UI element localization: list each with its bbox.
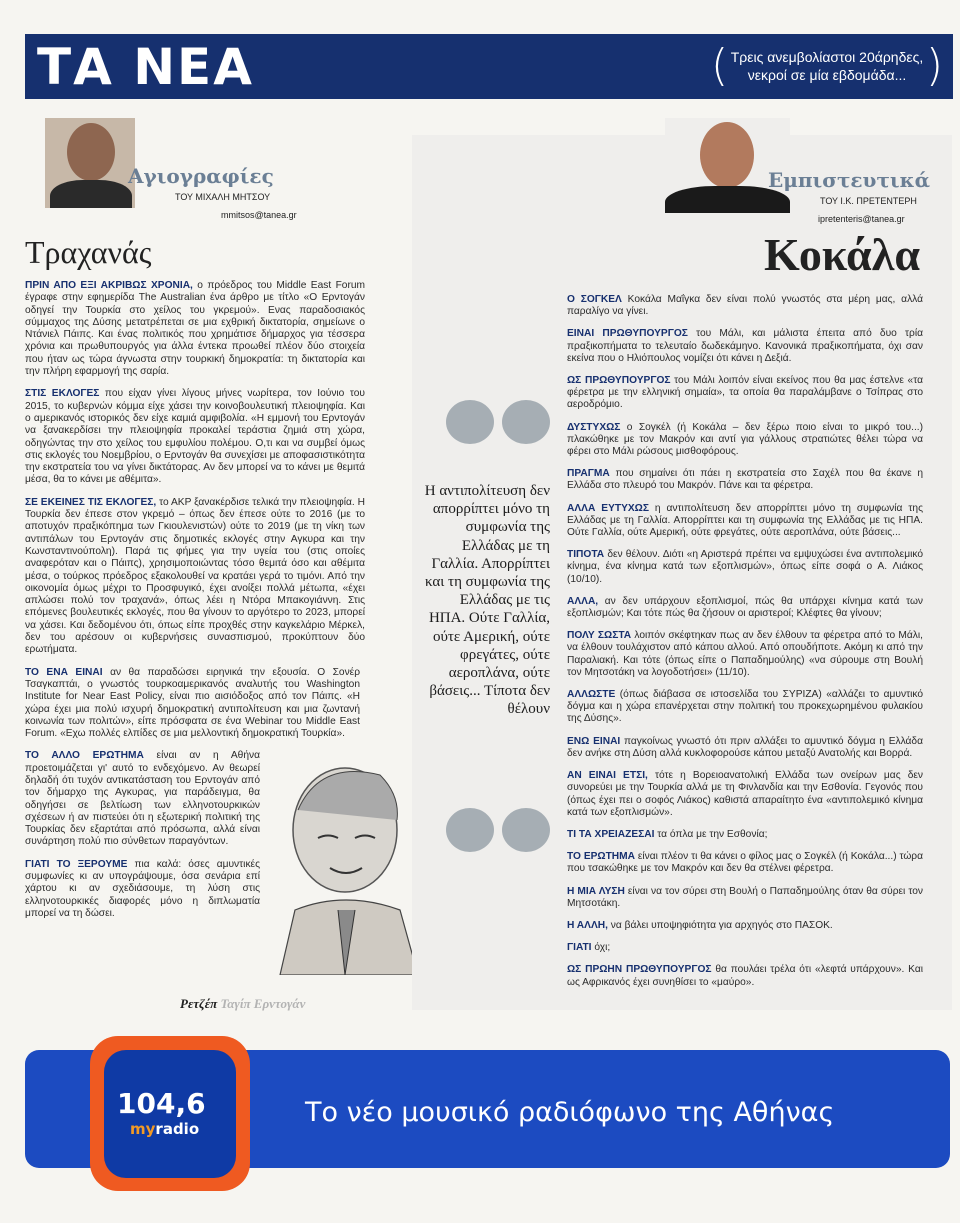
masthead-tagline bbox=[711, 40, 943, 92]
email-left[interactable]: mmitsos@tanea.gr bbox=[221, 210, 297, 220]
paragraph: ΔΥΣΤΥΧΩΣ ο Σογκέλ (ή Κοκάλα – δεν ξέρω ποιο είναι το μικρό του...) πλακώθηκε με τον Μακρόν και αντί για γάλλους στρατιώτες θέλει τώρα να φέρει στο Μάλι ρώσους μισθοφόρους. bbox=[567, 421, 923, 458]
paragraph: Η ΜΙΑ ΛΥΣΗ είναι να τον σύρει στη Βουλή ο Παπαδημούλης όταν θα σύρει τον Μητσοτάκη. bbox=[567, 885, 923, 909]
byline-left: ΤΟΥ ΜΙΧΑΛΗ ΜΗΤΣΟΥ bbox=[175, 192, 271, 202]
newspaper-logo[interactable]: ΤΑ ΝΕΑ bbox=[37, 38, 254, 96]
paragraph: Η ΑΛΛΗ, να βάλει υποψηφιότητα για αρχηγός στο ΠΑΣΟΚ. bbox=[567, 919, 833, 931]
tagline-line-2: νεκροί σε μία εβδομάδα... bbox=[747, 67, 907, 83]
paragraph: ΤΟ ΕΡΩΤΗΜΑ είναι πλέον τι θα κάνει ο φίλος μας ο Σογκέλ (ή Κοκάλα...) τώρα που τσακώθηκε με τον Μακρόν και δεν θα στέλνει φέρετρα. bbox=[567, 851, 923, 875]
paragraph: ΑΛΛΩΣΤΕ (όπως διάβασα σε ιστοσελίδα του ΣΥΡΙΖΑ) «αλλάζει το αμυντικό δόγμα και η χώρα επανέρχεται στην πολιτική του προκεχωρημένου φυλακίου της Δύσης». bbox=[567, 689, 923, 725]
paragraph: ΕΙΝΑΙ ΠΡΩΘΥΠΟΥΡΓΟΣ του Μάλι, και μάλιστα έπειτα από δυο τρία πραξικοπήματα το τελευταίο δωδεκάμηνο. Κανονικά πραξικοπήματα, όχι σαν εκείνα που ο Ηλιόπουλος νομίζει ότι κάνει η Δεξιά. bbox=[567, 328, 923, 364]
open-quote-icon bbox=[502, 400, 550, 444]
paragraph: ΤΙΠΟΤΑ δεν θέλουν. Διότι «η Αριστερά πρέπει να εμψυχώσει ένα αντιπολεμικό κίνημα, ένα κίνημα κατά των εξοπλισμών», όπως είπε σοφά ο Α. Λιάκος (10/10). bbox=[567, 549, 923, 585]
article-body-right bbox=[567, 294, 923, 999]
paragraph: ΕΝΩ ΕΙΝΑΙ παγκοίνως γνωστό ότι πριν αλλάξει το αμυντικό δόγμα η Ελλάδα δεν ανήκε στη Δύση αλλά κυκλοφορούσε κάπου μεταξύ Ανατολής και Βορρά. bbox=[567, 735, 923, 759]
headline-right: Κοκάλα bbox=[763, 229, 920, 280]
right-paren-icon: ) bbox=[925, 40, 943, 91]
illustration-caption: Ρετζέπ Ταγίπ Ερντογάν bbox=[180, 996, 306, 1011]
paragraph: ΣΤΙΣ ΕΚΛΟΓΕΣ που είχαν γίνει λίγους μήνες νωρίτερα, τον Ιούνιο του 2015, το κυβερνών κόμμα είχε χάσει την κοινοβουλευτική πλειοψηφία. Και ο αμερικανός ιστορικός δεν είχε καμιά αμφιβολία. «Η εμμονή του Ερντογάν να ξανακερδίσει την πλειοψηφία προκαλεί τεράστια ζημιά στη χώρα, οδηγώντας την στο χείλος του εμφυλίου πολέμου. Ο,τι και να συμβεί όμως στις εκλογές του Νοεμβρίου, ο Ερντογάν θα συνεχίσει με αποφασιστικότητα την εκστρατεία του να γίνει δικτάτορας. Αν δεν μπορεί να το κάνει με θεμιτά μέσα, θα το κάνει με αθέμιτα». bbox=[25, 388, 365, 486]
column-title-left: Αγιογραφίες bbox=[128, 164, 274, 188]
paragraph: ΑΝ ΕΙΝΑΙ ΕΤΣΙ, τότε η Βορειοανατολική Ελλάδα των ονείρων μας δεν συνορεύει με την Τουρκία αλλά με τη Φινλανδία και την Εσθονία. Γεγονός που (όπως έχει πει ο σοφός Λιάκος) καθιστά απαραίτητο ένα «αντιπολεμικό κίνημα κατά των εξοπλισμών». bbox=[567, 770, 923, 818]
author-portrait-pretenteris bbox=[665, 118, 790, 213]
byline-right: ΤΟΥ Ι.Κ. ΠΡΕΤΕΝΤΕΡΗ bbox=[820, 196, 917, 206]
left-column bbox=[25, 110, 400, 1010]
paragraph: ΩΣ ΠΡΩΘΥΠΟΥΡΓΟΣ του Μάλι λοιπόν είναι εκείνος που θα μας έστελνε «τα φέρετρα με την ελληνική σημαία», τα οποία θα παραλάμβανε ο Τσίπρας στο αεροδρόμιο. bbox=[567, 375, 923, 411]
masthead bbox=[25, 34, 953, 99]
left-paren-icon: ( bbox=[711, 40, 729, 91]
paragraph: ΓΙΑΤΙ όχι; bbox=[567, 942, 611, 954]
paragraph: ΑΛΛΑ, αν δεν υπάρχουν εξοπλισμοί, πώς θα υπάρχει κίνημα κατά των εξοπλισμών; Και τότε πώς θα ζήσουν οι αριστεροί; Κλέφτες θα γίνουν; bbox=[567, 595, 923, 620]
erdogan-illustration bbox=[260, 750, 420, 975]
paragraph: ΣΕ ΕΚΕΙΝΕΣ ΤΙΣ ΕΚΛΟΓΕΣ, το ΑΚΡ ξανακέρδισε τελικά την πλειοψηφία. Η Τουρκία δεν έπεσε στον γκρεμό – όπως δεν έπεσε ούτε το 2016 (με το αποτυχόν πραξικόπημα των Γκιουλενιστών) ούτε το 2019 (με τη νίκη των αντιπάλων του Ερντογάν στις δημοτικές εκλογές στην Αγκυρα και την Κωνσταντινούπολη). Παρά τις φήμες για την υγεία του (στις οποίες αναφερόταν και ο Πάιπς), χρησιμοποιώντας τόσο θεμιτά όσο και αθέμιτα μέσα, ο τούρκος πρόεδρος εξακολουθεί να κρατάει γερά το τιμόνι. Από την οικονομία όμως μέχρι το Προσφυγικό, έχει ανοίξει πολλά μέτωπα, «έχει απλώσει πολύ τον τραχανά», όπως λέει η Ντόρα Μπακογιάννη. Στις επόμενες βουλευτικές εκλογές, που θα γίνουν το αργότερο το 2023, μπορεί να χάσει. Και δεδομένου ότι, όπως είπε προχθές στην καγκελάριο Μέρκελ, δεν του αρέσουν οι κυβερνήσεις συνασπισμού, προκύπτουν δύο ερωτήματα. bbox=[25, 496, 365, 656]
open-quote-icon bbox=[446, 400, 494, 444]
email-right[interactable]: ipretenteris@tanea.gr bbox=[818, 214, 905, 224]
paragraph: ΠΟΛΥ ΣΩΣΤΑ λοιπόν σκέφτηκαν πως αν δεν έλθουν τα φέρετρα από το Μάλι, να έλθουν τουλάχιστον από κάπου αλλού. Από οπουδήποτε. Ακόμη κι από την Παραλιακή. Και τότε (όπως είπε ο Παπαδημούλης) «να σύρουμε στη Βουλή τον Μητσοτάκη να λογοδοτήσει» (11/10). bbox=[567, 630, 923, 678]
paragraph: Ο ΣΟΓΚΕΛ Κοκάλα Μαΐγκα δεν είναι πολύ γνωστός στα μέρη μας, αλλά παραλίγο να γίνει. bbox=[567, 294, 923, 318]
radio-frequency: 104,6 bbox=[117, 1087, 206, 1120]
column-title-right: Εμπιστευτικά bbox=[768, 168, 930, 192]
tagline-line-1: Τρεις ανεμβολίαστοι 20άρηδες, bbox=[730, 49, 924, 65]
radio-slogan: Το νέο μουσικό ραδιόφωνο της Αθήνας bbox=[305, 1097, 835, 1128]
paragraph: ΠΡΑΓΜΑ που σημαίνει ότι πάει η εκστρατεία στο Σαχέλ που θα έκανε η Ελλάδα στο πλευρό του Μακρόν. Πάνε και τα φέρετρα. bbox=[567, 468, 923, 492]
paragraph: ΑΛΛΑ ΕΥΤΥΧΩΣ η αντιπολίτευση δεν απορρίπτει μόνο τη συμφωνία της Ελλάδας με τη Γαλλία. Απορρίπτει και τη συμφωνία της Ελλάδας με τις ΗΠΑ. Ούτε Γαλλία, ούτε Αμερική, ούτε φρεγάτες, ούτε αεροπλάνα, ούτε βάσεις... bbox=[567, 502, 923, 539]
paragraph: ΓΙΑΤΙ ΤΟ ΞΕΡΟΥΜΕ πια καλά: όσες αμυντικές συμφωνίες κι αν υπογράψουμε, όσα σενάρια επί χάρτου κι αν σχεδιάσουμε, τη λύση στις ελληνοτουρκικές διαφορές μόνο η διπλωματία μπορεί να τη δώσει. bbox=[25, 858, 260, 919]
headline-left: Τραχανάς bbox=[25, 234, 152, 270]
paragraph: ΤΙ ΤΑ ΧΡΕΙΑΖΕΣΑΙ τα όπλα με την Εσθονία; bbox=[567, 828, 768, 840]
paragraph: ΠΡΙΝ ΑΠΟ ΕΞΙ ΑΚΡΙΒΩΣ ΧΡΟΝΙΑ, ο πρόεδρος του Middle East Forum έγραφε στην εφημερίδα The Australian ένα άρθρο με τίτλο «Ο Ερντογάν οδηγεί την Τουρκία στο χείλος του γκρεμού». Ενας παραδοσιακός σύμμαχος της Δύσης μετατρέπεται σε μια εχθρική δικτατορία, σημείωνε ο Ντάνιελ Πάιπς. Και ένας πολιτικός που χρημάτισε δήμαρχος για τέσσερα χρόνια και πρωθυπουργός για άλλα έντεκα προωθεί πλέον δύο στοιχεία που ήταν ως τώρα άγνωστα στην τουρκική δημοκρατία: τη δικτατορία και την πλήρη εφαρμογή της σαρία. bbox=[25, 280, 365, 378]
pull-quote-text: Η αντιπολίτευση δεν απορρίπτει μόνο τη συμφωνία της Ελλάδας με τη Γαλλία. Απορρίπτει και τη συμφωνία της Ελλάδας με τις ΗΠΑ. Ούτε Γαλλία, ούτε Αμερική, ούτε φρεγάτες, ούτε αεροπλάνα, ούτε βάσεις... Τίποτα δεν θέλουν bbox=[424, 483, 550, 718]
paragraph: ΩΣ ΠΡΩΗΝ ΠΡΩΘΥΠΟΥΡΓΟΣ θα πουλάει τρέλα ότι «λεφτά υπάρχουν». Και ως Αφρικανός έχει συνηθίσει το «μαύρο». bbox=[567, 964, 923, 988]
author-portrait-mitsos bbox=[45, 118, 135, 208]
close-quote-icon bbox=[502, 808, 550, 852]
pull-quote bbox=[410, 400, 560, 880]
close-quote-icon bbox=[446, 808, 494, 852]
paragraph: ΤΟ ΕΝΑ ΕΙΝΑΙ αν θα παραδώσει ειρηνικά την εξουσία. Ο Σονέρ Τσαγκαπτάι, ο γνωστός τουρκοαμερικανός αναλυτής του Washington Institute for Near East Policy, είναι πιο αισιόδοξος από τον Πάιπς. «Η χώρα έχει μια πολύ ισχυρή δημοκρατική αντιπολίτευση και μια ζωντανή κοινωνία των πολιτών», είπε πρόσφατα σε ένα Webinar του Middle East Forum. «Εχω πολλές ελπίδες σε μια μελλοντική δημοκρατική Τουρκία». bbox=[25, 666, 360, 740]
radio-brand: myradio bbox=[130, 1120, 200, 1138]
paragraph: ΤΟ ΑΛΛΟ ΕΡΩΤΗΜΑ είναι αν η Αθήνα προετοιμάζεται γι' αυτό το ενδεχόμενο. Αν θεωρεί δηλαδή ότι τυχόν αντικατάσταση του Ερντογάν από τον δήμαρχο της Αγκυρας, για παράδειγμα, θα οδηγήσει σε βελτίωση των ελληνοτουρκικών σχέσεων ή αν πιστεύει ότι η εξωτερική πολιτική της Τουρκίας δεν εξαρτάται από πρόσωπα, αλλά είναι συνάρτηση πολύ πιο σύνθετων παραγόντων. bbox=[25, 750, 260, 848]
